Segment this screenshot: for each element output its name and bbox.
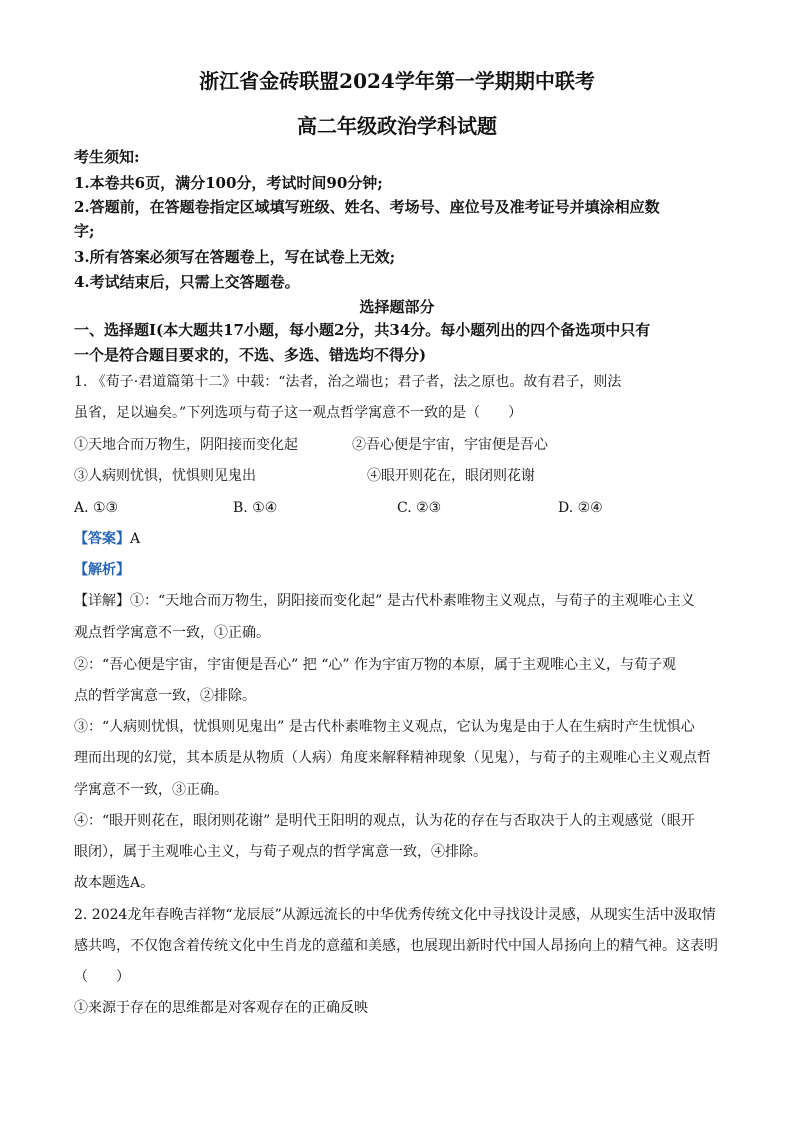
q1-detail-line: 理而出现的幻觉，其本质是从物质（人病）角度来解释精神现象（见鬼），与荀子的主观唯心主义观点哲 (74, 750, 711, 766)
notice-item: 2.答题前，在答题卷指定区域填写班级、姓名、考场号、座位号及准考证号并填涂相应数 (74, 198, 660, 216)
q1-detail-line: 观点哲学寓意不一致，①正确。 (74, 625, 270, 641)
q1-statement-1: ①天地合而万物生，阴阳接而变化起 (74, 437, 298, 453)
notice-item: 字; (74, 222, 95, 240)
answer-tag: 【答案】 (74, 531, 130, 547)
q1-detail-line: ③：“人病则忧惧，忧惧则见鬼出” 是古代朴素唯物主义观点，它认为鬼是由于人在生病时产生忧惧心 (74, 719, 695, 735)
section-intro-cont: 一个是符合题目要求的，不选、多选、错选均不得分) (74, 346, 427, 364)
q1-answer (74, 530, 140, 548)
q1-detail-line (74, 592, 695, 610)
q1-stem-cont: 虽省，足以遍矣。”下列选项与荀子这一观点哲学寓意不一致的是（ ） (74, 405, 523, 421)
q1-statement-2: ②吾心便是宇宙，宇宙便是吾心 (352, 437, 548, 453)
analysis-tag: 【解析】 (74, 562, 130, 578)
notice-heading: 考生须知: (74, 148, 140, 166)
detail-tag: 【详解】 (74, 593, 130, 609)
q1-option-c: C. ②③ (397, 500, 442, 516)
exam-title: 浙江省金砖联盟2024学年第一学期期中联考 (199, 69, 595, 93)
q2-stem: 2. 2024龙年春晚吉祥物“龙辰辰”从源远流长的中华优秀传统文化中寻找设计灵感，从现实生活中汲取情 (74, 907, 716, 923)
section-intro: 一、选择题Ⅰ(本大题共17小题，每小题2分，共34分。每小题列出的四个备选项中只有 (74, 321, 651, 339)
q1-detail-line: 点的哲学寓意一致，②排除。 (74, 688, 256, 704)
q1-detail-line: ④：“眼开则花在，眼闭则花谢” 是明代王阳明的观点，认为花的存在与否取决于人的主观感觉（眼开 (74, 813, 695, 829)
q1-conclusion: 故本题选A。 (74, 875, 155, 891)
answer-value: A (130, 531, 141, 547)
detail-text: ①：“天地合而万物生，阴阳接而变化起” 是古代朴素唯物主义观点，与荀子的主观唯心主义 (130, 593, 695, 609)
exam-subtitle: 高二年级政治学科试题 (297, 114, 497, 138)
notice-item: 3.所有答案必须写在答题卷上，写在试卷上无效; (74, 248, 396, 266)
q1-option-a: A. ①③ (74, 500, 119, 516)
q1-stem: 1. 《荀子·君道篇第十二》中载：“法者，治之端也；君子者，法之原也。故有君子，则法 (74, 374, 622, 390)
q1-analysis (74, 561, 130, 579)
q1-detail-line: 眼闭），属于主观唯心主义，与荀子观点的哲学寓意一致，④排除。 (74, 844, 487, 860)
q1-detail-line: 学寓意不一致，③正确。 (74, 782, 228, 798)
q1-statement-4: ④眼开则花在，眼闭则花谢 (367, 468, 535, 484)
notice-item: 1.本卷共6页，满分100分，考试时间90分钟; (74, 174, 383, 192)
q1-statement-3: ③人病则忧惧，忧惧则见鬼出 (74, 468, 256, 484)
q2-stem-paren: （ ） (74, 969, 130, 985)
q2-stem-cont: 感共鸣，不仅饱含着传统文化中生肖龙的意蕴和美感，也展现出新时代中国人昂扬向上的精气神。这表明 (74, 938, 718, 954)
q1-option-d: D. ②④ (558, 500, 603, 516)
q1-detail-line: ②：“吾心便是宇宙，宇宙便是吾心” 把 “心” 作为宇宙万物的本原，属于主观唯心主义，与荀子观 (74, 657, 676, 673)
q2-statement-1: ①来源于存在的思维都是对客观存在的正确反映 (74, 1000, 368, 1016)
q1-option-b: B. ①④ (233, 500, 278, 516)
section-title: 选择题部分 (359, 298, 435, 316)
notice-item: 4.考试结束后，只需上交答题卷。 (74, 273, 300, 291)
